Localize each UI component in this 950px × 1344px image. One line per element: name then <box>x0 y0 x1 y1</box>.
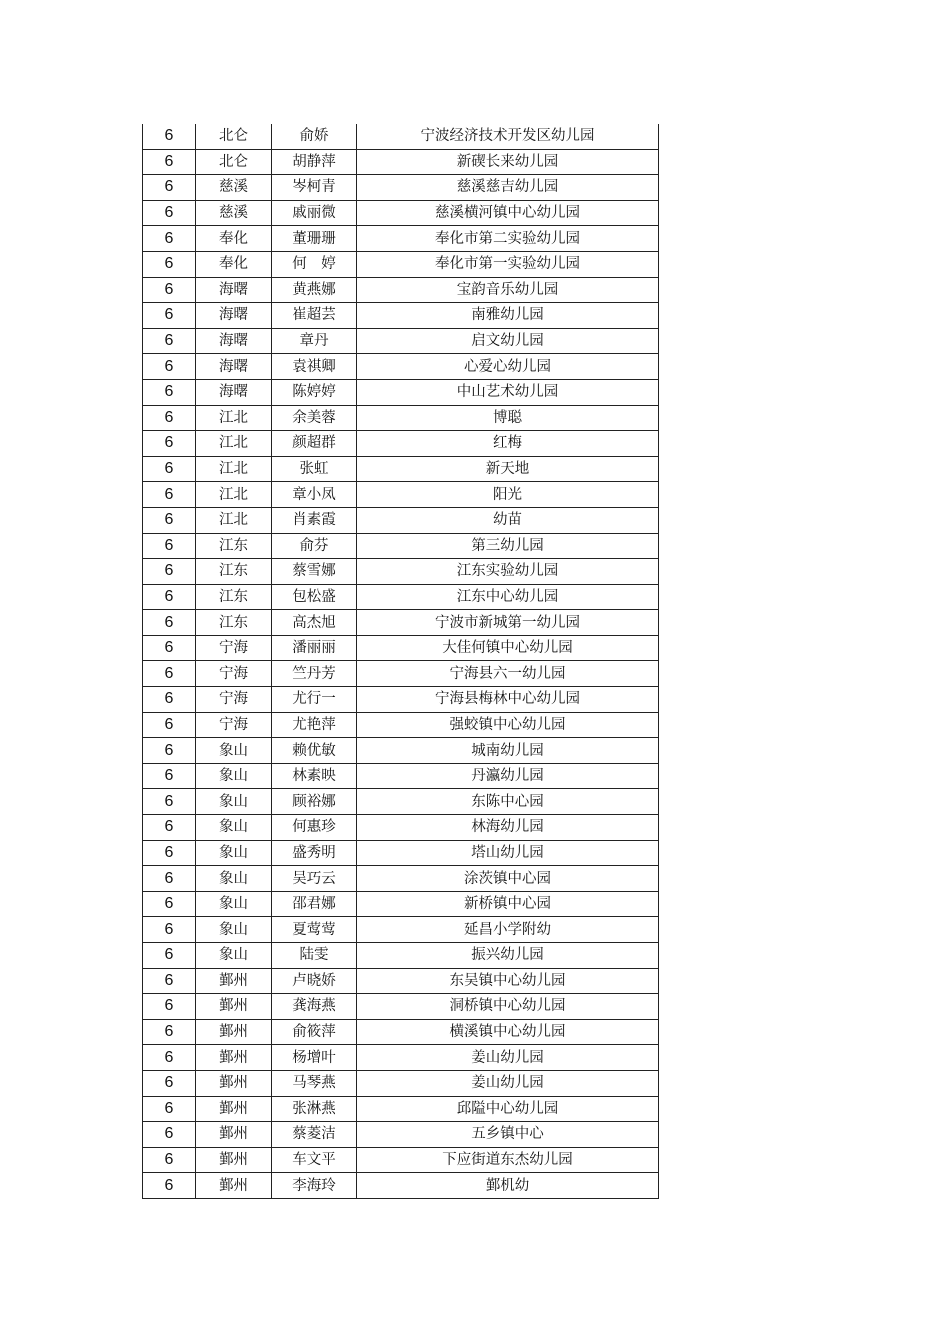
table-row <box>143 610 659 636</box>
district-cell: 鄞州 <box>196 1122 272 1148</box>
school-cell: 宁海县六一幼儿园 <box>357 661 659 687</box>
school-cell: 涂茨镇中心园 <box>357 866 659 892</box>
grade-cell: 6 <box>143 1096 196 1122</box>
grade-cell: 6 <box>143 840 196 866</box>
name-cell: 包松盛 <box>272 584 357 610</box>
grade-cell: 6 <box>143 763 196 789</box>
grade-cell: 6 <box>143 124 196 149</box>
table-row <box>143 507 659 533</box>
school-cell: 第三幼儿园 <box>357 533 659 559</box>
table-row <box>143 1147 659 1173</box>
name-cell: 陈婷婷 <box>272 379 357 405</box>
name-cell: 俞娇 <box>272 124 357 149</box>
name-cell: 俞筱萍 <box>272 1019 357 1045</box>
grade-cell: 6 <box>143 866 196 892</box>
grade-cell: 6 <box>143 251 196 277</box>
grade-cell: 6 <box>143 917 196 943</box>
table-row <box>143 149 659 175</box>
table-row <box>143 1122 659 1148</box>
grade-cell: 6 <box>143 1147 196 1173</box>
table-row <box>143 866 659 892</box>
roster-body <box>143 124 659 1198</box>
district-cell: 象山 <box>196 891 272 917</box>
school-cell: 红梅 <box>357 431 659 457</box>
school-cell: 宁波经济技术开发区幼儿园 <box>357 124 659 149</box>
district-cell: 象山 <box>196 763 272 789</box>
table-row <box>143 917 659 943</box>
district-cell: 海曙 <box>196 354 272 380</box>
name-cell: 马琴燕 <box>272 1070 357 1096</box>
name-cell: 陆雯 <box>272 943 357 969</box>
table-row <box>143 1045 659 1071</box>
table-row <box>143 943 659 969</box>
name-cell: 蔡菱洁 <box>272 1122 357 1148</box>
district-cell: 鄞州 <box>196 1070 272 1096</box>
grade-cell: 6 <box>143 431 196 457</box>
school-cell: 新桥镇中心园 <box>357 891 659 917</box>
school-cell: 慈溪横河镇中心幼儿园 <box>357 200 659 226</box>
district-cell: 北仑 <box>196 149 272 175</box>
name-cell: 何 婷 <box>272 251 357 277</box>
name-cell: 章小凤 <box>272 482 357 508</box>
district-cell: 江北 <box>196 431 272 457</box>
table-row <box>143 661 659 687</box>
district-cell: 鄞州 <box>196 1147 272 1173</box>
district-cell: 江东 <box>196 610 272 636</box>
grade-cell: 6 <box>143 738 196 764</box>
district-cell: 江北 <box>196 507 272 533</box>
grade-cell: 6 <box>143 994 196 1020</box>
district-cell: 象山 <box>196 789 272 815</box>
roster-table <box>142 124 659 1199</box>
district-cell: 江北 <box>196 405 272 431</box>
grade-cell: 6 <box>143 1122 196 1148</box>
table-row <box>143 175 659 201</box>
district-cell: 象山 <box>196 840 272 866</box>
name-cell: 顾裕娜 <box>272 789 357 815</box>
table-row <box>143 1173 659 1199</box>
table-row <box>143 277 659 303</box>
school-cell: 中山艺术幼儿园 <box>357 379 659 405</box>
district-cell: 慈溪 <box>196 200 272 226</box>
name-cell: 戚丽微 <box>272 200 357 226</box>
school-cell: 新碶长来幼儿园 <box>357 149 659 175</box>
table-row <box>143 200 659 226</box>
name-cell: 盛秀明 <box>272 840 357 866</box>
district-cell: 鄞州 <box>196 968 272 994</box>
school-cell: 江东实验幼儿园 <box>357 559 659 585</box>
grade-cell: 6 <box>143 1045 196 1071</box>
school-cell: 五乡镇中心 <box>357 1122 659 1148</box>
name-cell: 邵君娜 <box>272 891 357 917</box>
district-cell: 鄞州 <box>196 994 272 1020</box>
name-cell: 林素映 <box>272 763 357 789</box>
school-cell: 强蛟镇中心幼儿园 <box>357 712 659 738</box>
school-cell: 启文幼儿园 <box>357 328 659 354</box>
district-cell: 象山 <box>196 943 272 969</box>
name-cell: 何惠珍 <box>272 815 357 841</box>
grade-cell: 6 <box>143 815 196 841</box>
name-cell: 余美蓉 <box>272 405 357 431</box>
name-cell: 卢晓娇 <box>272 968 357 994</box>
table-row <box>143 1096 659 1122</box>
name-cell: 高杰旭 <box>272 610 357 636</box>
name-cell: 崔超芸 <box>272 303 357 329</box>
table-row <box>143 226 659 252</box>
name-cell: 章丹 <box>272 328 357 354</box>
district-cell: 鄞州 <box>196 1045 272 1071</box>
school-cell: 奉化市第一实验幼儿园 <box>357 251 659 277</box>
district-cell: 江东 <box>196 533 272 559</box>
district-cell: 江北 <box>196 456 272 482</box>
school-cell: 邱隘中心幼儿园 <box>357 1096 659 1122</box>
grade-cell: 6 <box>143 456 196 482</box>
grade-cell: 6 <box>143 533 196 559</box>
grade-cell: 6 <box>143 149 196 175</box>
district-cell: 象山 <box>196 738 272 764</box>
table-row <box>143 533 659 559</box>
school-cell: 新天地 <box>357 456 659 482</box>
table-row <box>143 354 659 380</box>
school-cell: 姜山幼儿园 <box>357 1070 659 1096</box>
school-cell: 博聪 <box>357 405 659 431</box>
district-cell: 宁海 <box>196 687 272 713</box>
school-cell: 阳光 <box>357 482 659 508</box>
school-cell: 城南幼儿园 <box>357 738 659 764</box>
name-cell: 俞芬 <box>272 533 357 559</box>
name-cell: 蔡雪娜 <box>272 559 357 585</box>
district-cell: 宁海 <box>196 661 272 687</box>
grade-cell: 6 <box>143 1019 196 1045</box>
grade-cell: 6 <box>143 610 196 636</box>
name-cell: 赖优敏 <box>272 738 357 764</box>
school-cell: 洞桥镇中心幼儿园 <box>357 994 659 1020</box>
district-cell: 江东 <box>196 559 272 585</box>
school-cell: 丹瀛幼儿园 <box>357 763 659 789</box>
grade-cell: 6 <box>143 712 196 738</box>
name-cell: 张淋燕 <box>272 1096 357 1122</box>
name-cell: 尤行一 <box>272 687 357 713</box>
district-cell: 海曙 <box>196 379 272 405</box>
school-cell: 奉化市第二实验幼儿园 <box>357 226 659 252</box>
district-cell: 鄞州 <box>196 1019 272 1045</box>
table-row <box>143 687 659 713</box>
grade-cell: 6 <box>143 891 196 917</box>
table-row <box>143 124 659 149</box>
table-row <box>143 584 659 610</box>
district-cell: 鄞州 <box>196 1173 272 1199</box>
district-cell: 宁海 <box>196 712 272 738</box>
table-row <box>143 840 659 866</box>
table-row <box>143 559 659 585</box>
district-cell: 江北 <box>196 482 272 508</box>
table-row <box>143 789 659 815</box>
district-cell: 奉化 <box>196 226 272 252</box>
name-cell: 肖素霞 <box>272 507 357 533</box>
name-cell: 尤艳萍 <box>272 712 357 738</box>
school-cell: 塔山幼儿园 <box>357 840 659 866</box>
grade-cell: 6 <box>143 328 196 354</box>
grade-cell: 6 <box>143 1070 196 1096</box>
district-cell: 慈溪 <box>196 175 272 201</box>
name-cell: 岑柯青 <box>272 175 357 201</box>
school-cell: 慈溪慈吉幼儿园 <box>357 175 659 201</box>
name-cell: 杨增叶 <box>272 1045 357 1071</box>
name-cell: 张虹 <box>272 456 357 482</box>
table-row <box>143 968 659 994</box>
grade-cell: 6 <box>143 200 196 226</box>
grade-cell: 6 <box>143 1173 196 1199</box>
school-cell: 横溪镇中心幼儿园 <box>357 1019 659 1045</box>
school-cell: 鄞机幼 <box>357 1173 659 1199</box>
grade-cell: 6 <box>143 482 196 508</box>
grade-cell: 6 <box>143 175 196 201</box>
table-row <box>143 456 659 482</box>
name-cell: 夏莺莺 <box>272 917 357 943</box>
name-cell: 袁祺卿 <box>272 354 357 380</box>
district-cell: 鄞州 <box>196 1096 272 1122</box>
grade-cell: 6 <box>143 507 196 533</box>
school-cell: 姜山幼儿园 <box>357 1045 659 1071</box>
grade-cell: 6 <box>143 405 196 431</box>
district-cell: 宁海 <box>196 635 272 661</box>
district-cell: 象山 <box>196 815 272 841</box>
school-cell: 宁海县梅林中心幼儿园 <box>357 687 659 713</box>
name-cell: 董珊珊 <box>272 226 357 252</box>
table-row <box>143 635 659 661</box>
school-cell: 下应街道东杰幼儿园 <box>357 1147 659 1173</box>
grade-cell: 6 <box>143 277 196 303</box>
school-cell: 东陈中心园 <box>357 789 659 815</box>
school-cell: 心爱心幼儿园 <box>357 354 659 380</box>
school-cell: 江东中心幼儿园 <box>357 584 659 610</box>
district-cell: 奉化 <box>196 251 272 277</box>
table-row <box>143 379 659 405</box>
table-row <box>143 482 659 508</box>
name-cell: 黄燕娜 <box>272 277 357 303</box>
table-row <box>143 994 659 1020</box>
district-cell: 江东 <box>196 584 272 610</box>
grade-cell: 6 <box>143 354 196 380</box>
school-cell: 大佳何镇中心幼儿园 <box>357 635 659 661</box>
grade-cell: 6 <box>143 226 196 252</box>
grade-cell: 6 <box>143 559 196 585</box>
table-row <box>143 891 659 917</box>
table-row <box>143 405 659 431</box>
grade-cell: 6 <box>143 943 196 969</box>
grade-cell: 6 <box>143 789 196 815</box>
table-row <box>143 712 659 738</box>
grade-cell: 6 <box>143 635 196 661</box>
school-cell: 宁波市新城第一幼儿园 <box>357 610 659 636</box>
table-row <box>143 1019 659 1045</box>
name-cell: 潘丽丽 <box>272 635 357 661</box>
school-cell: 南雅幼儿园 <box>357 303 659 329</box>
grade-cell: 6 <box>143 303 196 329</box>
school-cell: 宝韵音乐幼儿园 <box>357 277 659 303</box>
name-cell: 车文平 <box>272 1147 357 1173</box>
district-cell: 象山 <box>196 866 272 892</box>
table-row <box>143 815 659 841</box>
district-cell: 北仑 <box>196 124 272 149</box>
school-cell: 东吴镇中心幼儿园 <box>357 968 659 994</box>
district-cell: 海曙 <box>196 277 272 303</box>
school-cell: 林海幼儿园 <box>357 815 659 841</box>
school-cell: 振兴幼儿园 <box>357 943 659 969</box>
district-cell: 海曙 <box>196 303 272 329</box>
table-row <box>143 763 659 789</box>
table-row <box>143 431 659 457</box>
school-cell: 幼苗 <box>357 507 659 533</box>
grade-cell: 6 <box>143 379 196 405</box>
table-row <box>143 1070 659 1096</box>
name-cell: 颜超群 <box>272 431 357 457</box>
grade-cell: 6 <box>143 661 196 687</box>
name-cell: 李海玲 <box>272 1173 357 1199</box>
district-cell: 象山 <box>196 917 272 943</box>
name-cell: 吴巧云 <box>272 866 357 892</box>
grade-cell: 6 <box>143 584 196 610</box>
grade-cell: 6 <box>143 687 196 713</box>
district-cell: 海曙 <box>196 328 272 354</box>
name-cell: 竺丹芳 <box>272 661 357 687</box>
name-cell: 胡静萍 <box>272 149 357 175</box>
name-cell: 龚海燕 <box>272 994 357 1020</box>
table-row <box>143 328 659 354</box>
table-row <box>143 303 659 329</box>
school-cell: 延昌小学附幼 <box>357 917 659 943</box>
grade-cell: 6 <box>143 968 196 994</box>
table-row <box>143 251 659 277</box>
table-row <box>143 738 659 764</box>
